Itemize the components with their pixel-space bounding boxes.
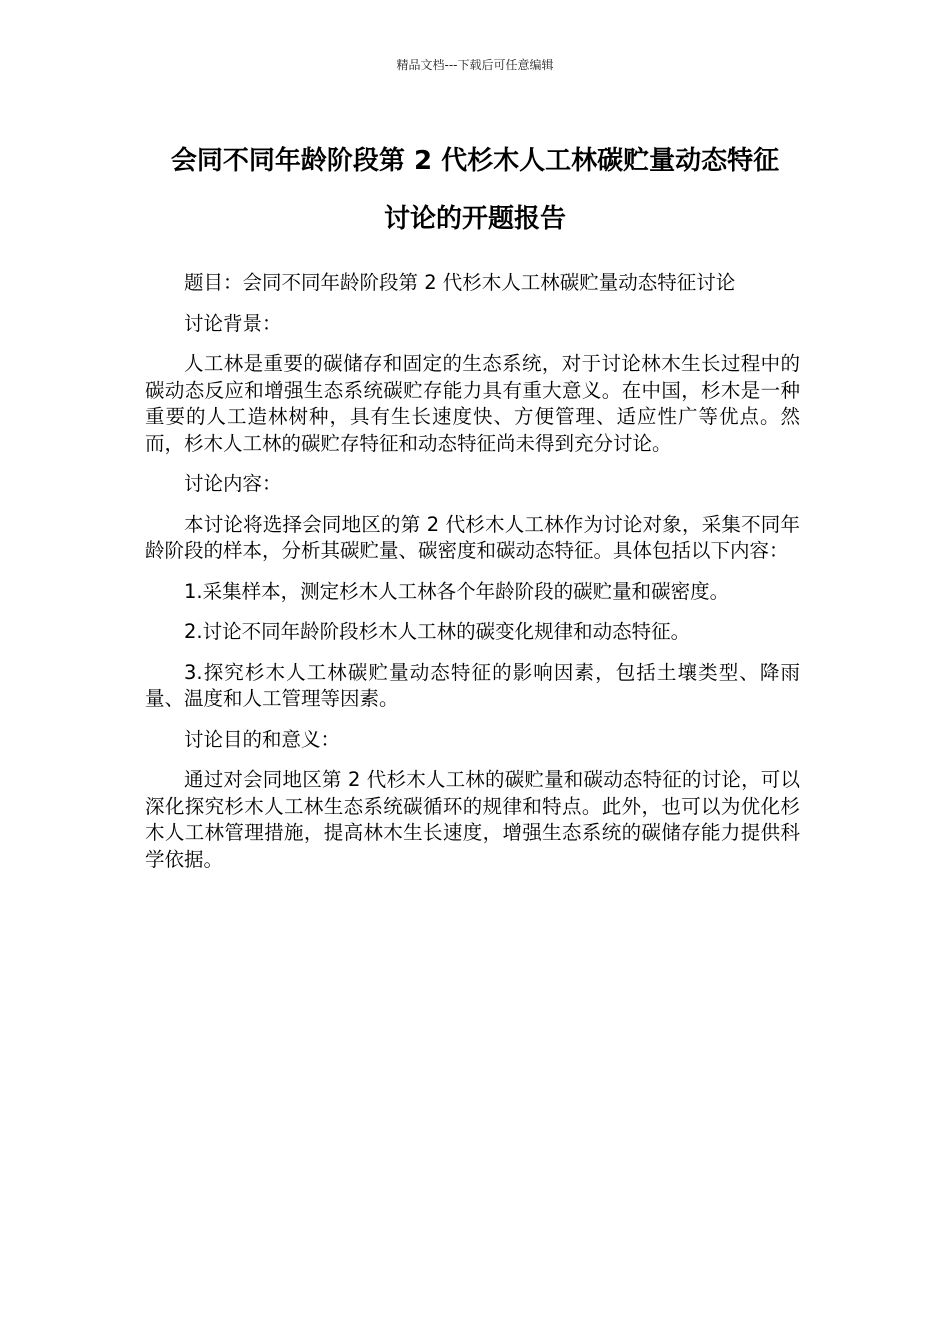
content-heading: 讨论内容： bbox=[184, 472, 282, 495]
header-note: 精品文档---下载后可任意编辑 bbox=[396, 58, 554, 72]
topic-paragraph: 题目：会同不同年龄阶段第 2 代杉木人工林碳贮量动态特征讨论 bbox=[184, 271, 736, 294]
document-title bbox=[145, 132, 805, 248]
purpose-heading: 讨论目的和意义： bbox=[184, 727, 341, 751]
background-paragraph: 人工林是重要的碳储存和固定的生态系统，对于讨论林木生长过程中的碳动态反应和增强生态系统碳贮存能力具有重大意义。在中国，杉木是一种重要的人工造林树种，具有生长速度快、方便管理、适应性广等优点。然而，杉木人工林的碳贮存特征和动态特征尚未得到充分讨论。 bbox=[145, 352, 800, 455]
content-item-1: 1.采集样本，测定杉木人工林各个年龄阶段的碳贮量和碳密度。 bbox=[184, 579, 730, 603]
content-item-3: 3.探究杉木人工林碳贮量动态特征的影响因素，包括土壤类型、降雨量、温度和人工管理等因素。 bbox=[145, 660, 800, 710]
purpose-paragraph: 通过对会同地区第 2 代杉木人工林的碳贮量和碳动态特征的讨论，可以深化探究杉木人工林生态系统碳循环的规律和特点。此外，也可以为优化杉木人工林管理措施，提高林木生长速度，增强生态系统的碳储存能力提供科学依据。 bbox=[145, 768, 800, 871]
title-line-2: 讨论的开题报告 bbox=[383, 204, 566, 234]
title-line-1: 会同不同年龄阶段第 2 代杉木人工林碳贮量动态特征 bbox=[170, 146, 780, 176]
content-item-2: 2.讨论不同年龄阶段杉木人工林的碳变化规律和动态特征。 bbox=[184, 620, 691, 643]
document-body bbox=[145, 270, 800, 887]
background-heading: 讨论背景： bbox=[184, 311, 282, 335]
content-paragraph: 本讨论将选择会同地区的第 2 代杉木人工林作为讨论对象，采集不同年龄阶段的样本，分析其碳贮量、碳密度和碳动态特征。具体包括以下内容： bbox=[145, 512, 800, 562]
